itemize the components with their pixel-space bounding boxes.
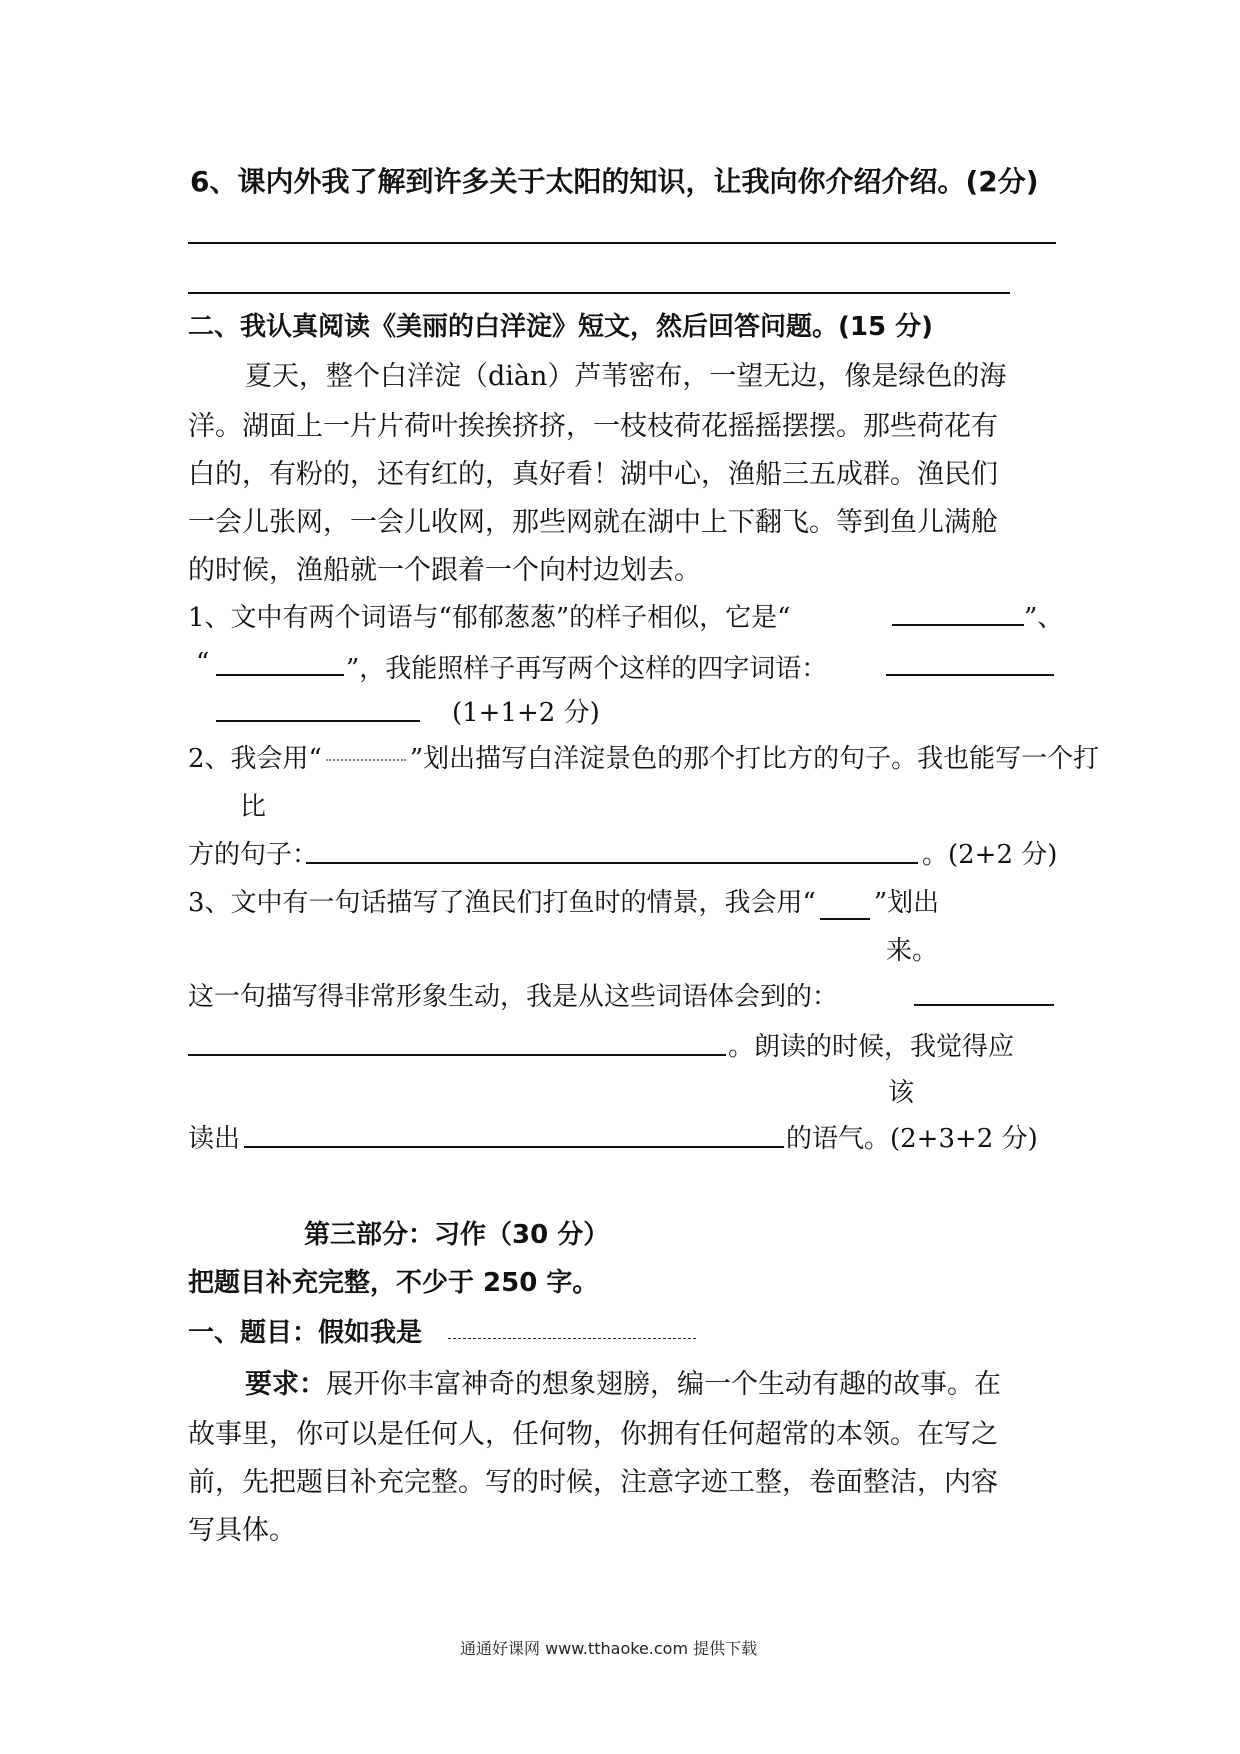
q2-text: 方的句子： bbox=[188, 840, 319, 870]
passage-line: 的时候，渔船就一个跟着一个向村边划去。 bbox=[188, 555, 701, 586]
underline-sample bbox=[820, 888, 870, 920]
passage-line: 洋。湖面上一片片荷叶挨挨挤挤，一枝枝荷花摇摇摆摆。那些荷花有 bbox=[188, 411, 998, 442]
blank-line bbox=[892, 624, 1024, 626]
q1-text: 1、文中有两个词语与“郁郁葱葱”的样子相似，它是“ bbox=[188, 603, 791, 633]
essay-title-prompt: 一、题目：假如我是 bbox=[188, 1318, 423, 1348]
requirement-line: 前，先把题目补充完整。写的时候，注意字迹工整，卷面整洁，内容 bbox=[188, 1467, 998, 1498]
q3-text-b: ”划出 bbox=[873, 888, 940, 918]
title-blank bbox=[448, 1338, 696, 1339]
answer-line bbox=[188, 242, 1056, 244]
question-6: 6、课内外我了解到许多关于太阳的知识，让我向你介绍介绍。(2分) bbox=[190, 165, 1039, 198]
blank-line bbox=[886, 674, 1054, 676]
q1-text: ”，我能照样子再写两个这样的四字词语： bbox=[346, 654, 828, 684]
blank-line bbox=[216, 720, 420, 722]
q1-text: “ bbox=[196, 648, 210, 678]
passage-line: 白的，有粉的，还有红的，真好看！湖中心，渔船三五成群。渔民们 bbox=[188, 459, 998, 490]
blank-line bbox=[188, 1054, 726, 1056]
q2-text-b: ”划出描写白洋淀景色的那个打比方的句子。我也能写一个打 bbox=[409, 744, 1100, 774]
q1-score: (1+1+2 分) bbox=[452, 698, 600, 728]
blank-line bbox=[914, 1004, 1054, 1006]
q2-score: 。(2+2 分) bbox=[922, 840, 1058, 870]
part3-instruction: 把题目补充完整，不少于 250 字。 bbox=[188, 1268, 599, 1298]
requirement-line bbox=[245, 1362, 1001, 1401]
footer-text: 通通好课网 www.tthaoke.com 提供下载 bbox=[460, 1639, 758, 1658]
q3-text: 。朗读的时候，我觉得应 bbox=[728, 1032, 1015, 1062]
requirement-line: 故事里，你可以是任何人，任何物，你拥有任何超常的本领。在写之 bbox=[188, 1419, 998, 1450]
requirement-line: 写具体。 bbox=[188, 1515, 296, 1546]
q1-text: ”、 bbox=[1024, 603, 1064, 633]
blank-line bbox=[216, 674, 344, 676]
part3-heading: 第三部分：习作（30 分） bbox=[304, 1220, 610, 1250]
q3-text-a: 3、文中有一句话描写了渔民们打鱼时的情景，我会用“ bbox=[188, 888, 816, 918]
q3-score: 的语气。(2+3+2 分) bbox=[786, 1124, 1038, 1154]
passage-line: 夏天，整个白洋淀（diàn）芦苇密布，一望无边，像是绿色的海 bbox=[245, 361, 1007, 392]
answer-line bbox=[188, 292, 1010, 294]
q3-wrap: 来。 bbox=[886, 936, 939, 966]
q3-text: 这一句描写得非常形象生动，我是从这些词语体会到的： bbox=[188, 982, 839, 1012]
wavy-line-sample bbox=[326, 759, 406, 761]
requirement-text: 展开你丰富神奇的想象翅膀，编一个生动有趣的故事。在 bbox=[326, 1369, 1001, 1400]
q2-text-a: 2、我会用“ bbox=[188, 744, 322, 774]
requirement-label: 要求： bbox=[245, 1369, 326, 1400]
passage-line: 一会儿张网，一会儿收网，那些网就在湖中上下翻飞。等到鱼儿满舱 bbox=[188, 507, 998, 538]
q3-text bbox=[188, 882, 939, 920]
blank-line bbox=[244, 1146, 784, 1148]
section-heading: 二、我认真阅读《美丽的白洋淀》短文，然后回答问题。(15 分) bbox=[188, 312, 933, 342]
q2-wrap: 比 bbox=[240, 792, 267, 822]
q3-wrap: 该 bbox=[888, 1078, 915, 1108]
blank-line bbox=[306, 862, 918, 864]
q3-text: 读出 bbox=[188, 1124, 241, 1154]
q2-text bbox=[188, 738, 1099, 775]
